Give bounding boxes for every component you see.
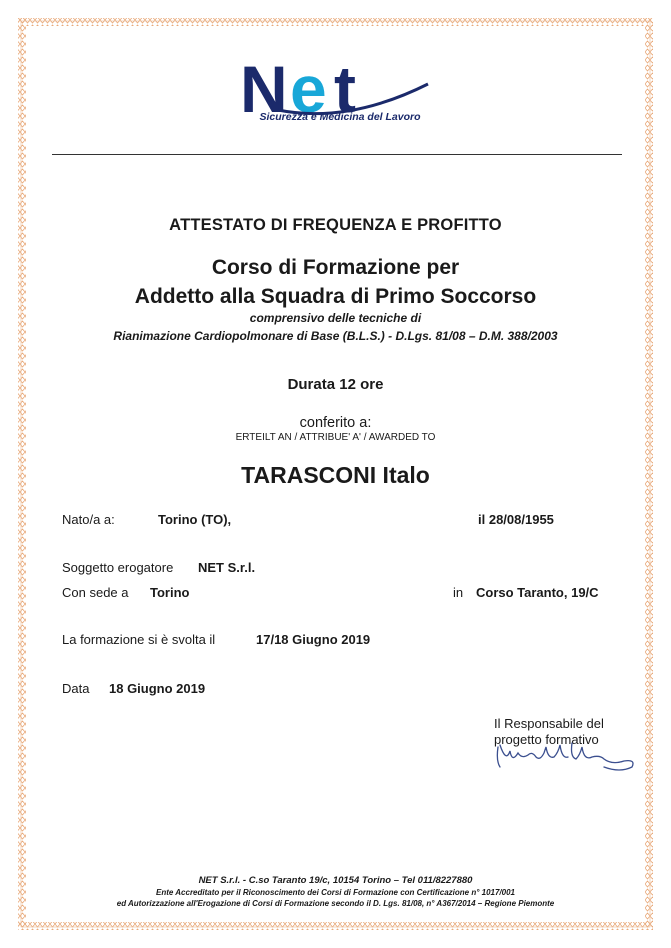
footer-authorization-line: ed Autorizzazione all'Erogazione di Corsi di Formazione secondo il D. Lgs. 81/08, n° A367/2014 – Regione Piemonte <box>116 899 555 908</box>
date-label: Data <box>62 681 90 696</box>
course-title-line1: Corso di Formazione per <box>211 256 460 279</box>
training-label: La formazione si è svolta il <box>62 632 216 647</box>
conferred-label: conferito a: <box>299 415 372 431</box>
provider-value: NET S.r.l. <box>198 560 256 575</box>
signature-label-line2: progetto formativo <box>494 732 599 747</box>
course-title-line2: Addetto alla Squadra di Primo Soccorso <box>134 285 537 308</box>
birth-place: Torino (TO), <box>158 512 232 527</box>
seat-city: Torino <box>150 585 190 600</box>
svg-text:t: t <box>334 54 356 124</box>
seat-in-label: in <box>453 585 464 600</box>
recipient-name: TARASCONI Italo <box>241 462 430 488</box>
handwritten-signature <box>492 733 642 778</box>
svg-text:e: e <box>290 54 323 124</box>
course-duration: Durata 12 ore <box>287 376 384 393</box>
course-subtitle-line1: comprensivo delle tecniche di <box>249 311 422 325</box>
header-divider <box>52 154 622 155</box>
conferred-translations: ERTEILT AN / ATTRIBUE' A' / AWARDED TO <box>235 432 436 443</box>
training-dates: 17/18 Giugno 2019 <box>256 632 371 647</box>
footer-company-line: NET S.r.l. - C.so Taranto 19/c, 10154 Torino – Tel 011/8227880 <box>198 875 473 886</box>
course-subtitle-line2: Rianimazione Cardiopolmonare di Base (B.L.S.) - D.Lgs. 81/08 – D.M. 388/2003 <box>113 329 558 343</box>
footer-accreditation-line: Ente Accreditato per il Riconoscimento dei Corsi di Formazione con Certificazione n° 1017/001 <box>156 888 515 897</box>
certificate-heading: ATTESTATO DI FREQUENZA E PROFITTO <box>169 216 502 234</box>
signature-label-line1: Il Responsabile del <box>494 716 604 731</box>
provider-label: Soggetto erogatore <box>62 560 174 575</box>
date-value: 18 Giugno 2019 <box>109 681 206 696</box>
logo-tagline: Sicurezza e Medicina del Lavoro <box>259 111 421 123</box>
birth-date: il 28/08/1955 <box>478 512 554 527</box>
birth-label: Nato/a a: <box>62 512 115 527</box>
svg-text:N: N <box>240 54 284 124</box>
seat-address: Corso Taranto, 19/C <box>476 585 599 600</box>
seat-label: Con sede a <box>62 585 129 600</box>
